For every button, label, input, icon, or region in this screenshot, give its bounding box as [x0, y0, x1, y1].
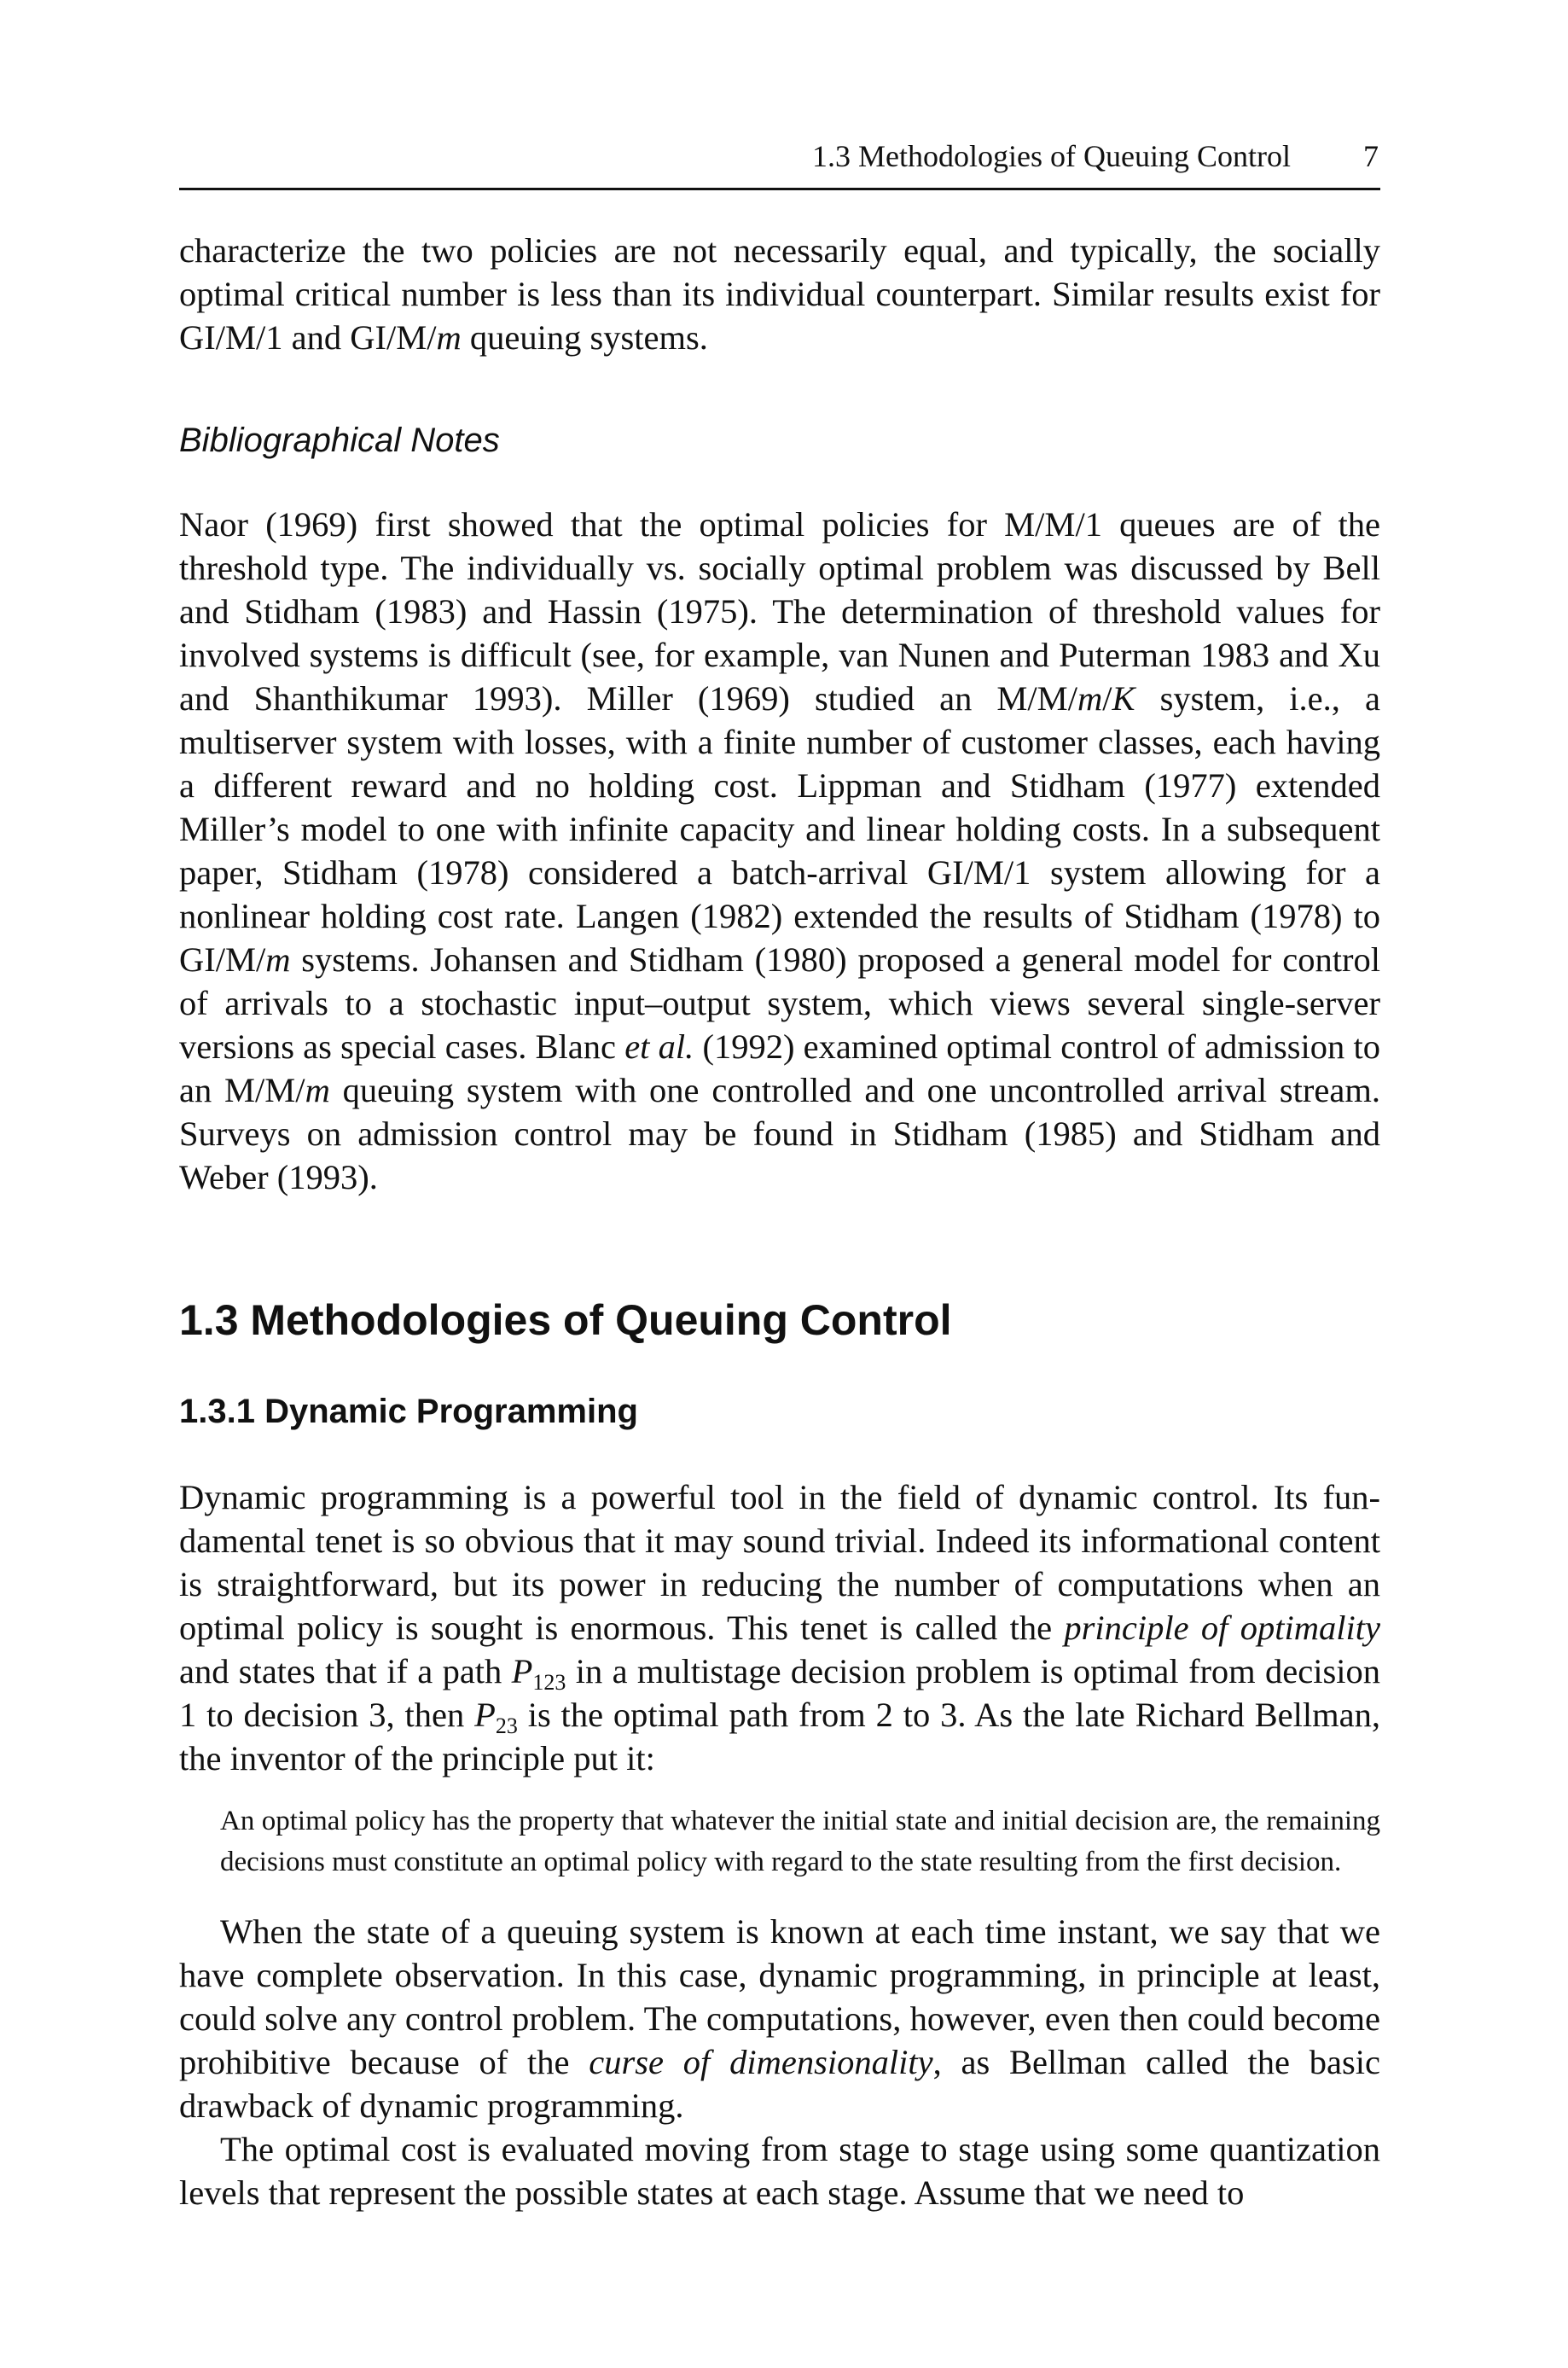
running-head [179, 135, 1380, 190]
paragraph-complete-observation: When the state of a queuing system is known at each time instant, we say that we have complete observation. In this case, dynamic programming, in principle at least, could solve any control problem. The computations, however, even then could become prohibitive because of the curse of dimensionality, as Bellman called the basic drawback of dynamic programming. [179, 1912, 1380, 2125]
bellman-quote [220, 1801, 1380, 1882]
paragraph-continuation: characterize the two policies are not necessarily equal, and typically, the socially optimal critical number is less than its individual counterpart. Similar results exist for GI/M/1 and GI/M/m queuing systems. [179, 231, 1380, 357]
subsection-title: 1.3.1 Dynamic Programming [179, 1393, 638, 1430]
bibliographical-notes-heading: Bibliographical Notes [179, 422, 500, 459]
running-head-title: 1.3 Methodologies of Queuing Control [812, 139, 1291, 173]
body-text [179, 229, 1380, 2214]
book-page [179, 0, 1380, 2368]
paragraph-optimal-cost: The optimal cost is evaluated moving from stage to stage using some quantization levels that represent the possible states at each stage. Assume that we need to [179, 2130, 1380, 2212]
paragraph-bibliographical-notes: Naor (1969) first showed that the optimal policies for M/M/1 queues are of the threshold type. The individually vs. socially optimal problem was discussed by Bell and Stidham (1983) and Hassin (1975). The determination of threshold values for involved systems is difficult (see, for example, van Nunen and Puterman 1983 and Xu and Shanthikumar 1993). Miller (1969) studied an M/M/m/K system, i.e., a multiserver system with losses, with a finite number of customer classes, each having a different reward and no holding cost. Lippman and Stidham (1977) extended Miller’s model to one with infinite capacity and linear holding costs. In a subsequent paper, Stidham (1978) considered a batch-arrival GI/M/1 system allowing for a nonlinear holding cost rate. Langen (1982) extended the results of Stidham (1978) to GI/M/m systems. Johansen and Stidham (1980) proposed a general model for control of arrivals to a stochastic input–output system, which views several single-server versions as special cases. Blanc et al. (1992) examined optimal control of admission to an M/M/m queuing system with one controlled and one uncontrolled arrival stream. Surveys on admission control may be found in Stidham (1985) and Stidham and Weber (1993). [179, 505, 1380, 1196]
section-title: 1.3 Methodologies of Queuing Control [179, 1296, 952, 1344]
quote-text: An optimal policy has the property that whatever the initial state and initial decision are, the remaining decisions must constitute an optimal policy with regard to the state resulting from the first decision. [220, 1806, 1380, 1877]
paragraph-dynamic-programming: Dynamic programming is a powerful tool in the field of dynamic control. Its fundamental tenet is so obvious that it may sound trivial. Indeed its informational content is straightforward, but its power in reducing the number of computations when an optimal policy is sought is enormous. This tenet is called the principle of optimality and states that if a path $P_{123}$ in a multistage decision problem is optimal from decision 1 to decision 3, then $P_{23}$ is the optimal path from 2 to 3. As the late Richard Bellman, the inventor of the principle put it: [179, 1478, 1380, 1777]
page-number: 7 [1363, 139, 1379, 173]
